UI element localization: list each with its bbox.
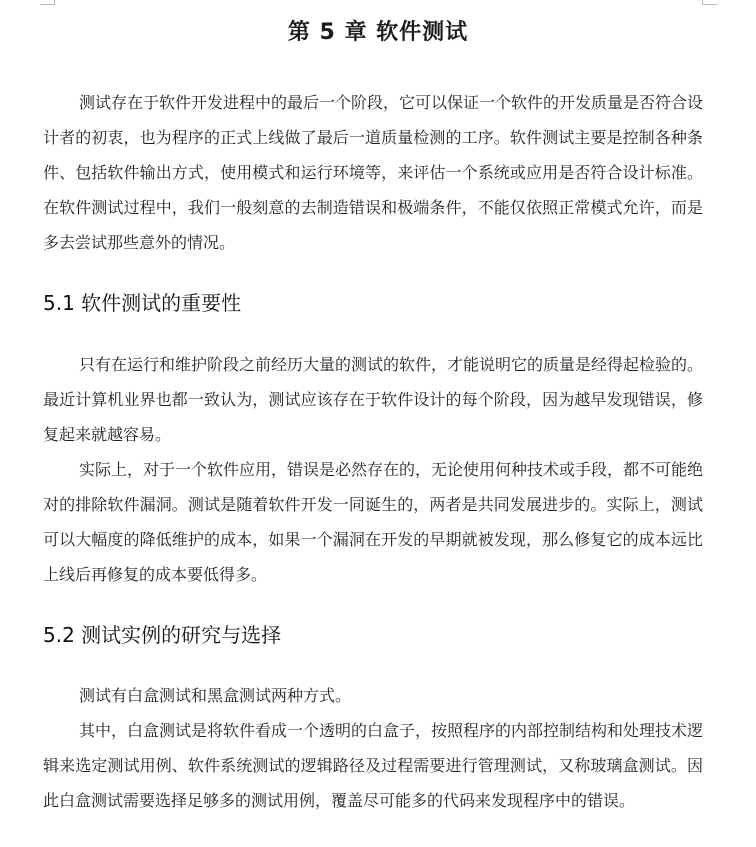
section-5-1-paragraph-1: 只有在运行和维护阶段之前经历大量的测试的软件，才能说明它的质量是经得起检验的。最近计算机业界也都一致认为，测试应该存在于软件设计的每个阶段，因为越早发现错误，修复起来就越容易。	[43, 355, 704, 444]
page-corner-mark-right	[702, 0, 717, 5]
section-heading-5-2: 5.2 测试实例的研究与选择	[43, 623, 282, 647]
section-5-1-paragraph-2: 实际上，对于一个软件应用，错误是必然存在的，无论使用何种技术或手段，都不可能绝对的排除软件漏洞。测试是随着软件开发一同诞生的，两者是共同发展进步的。实际上，测试可以大幅度的降低维护的成本，如果一个漏洞在开发的早期就被发现，那么修复它的成本远比上线后再修复的成本要低得多。	[43, 460, 704, 584]
section-5-2-paragraph-2: 其中，白盒测试是将软件看成一个透明的白盒子，按照程序的内部控制结构和处理技术逻辑来选定测试用例、软件系统测试的逻辑路径及过程需要进行管理测试，又称玻璃盒测试。因此白盒测试需要选择足够多的测试用例，覆盖尽可能多的代码来发现程序中的错误。	[43, 721, 704, 810]
chapter-title: 第 5 章 软件测试	[287, 20, 469, 45]
page-corner-mark-left	[40, 0, 55, 5]
section-heading-5-1: 5.1 软件测试的重要性	[43, 291, 242, 315]
intro-paragraph: 测试存在于软件开发进程中的最后一个阶段，它可以保证一个软件的开发质量是否符合设计者的初衷，也为程序的正式上线做了最后一道质量检测的工序。软件测试主要是控制各种条件、包括软件输出方式，使用模式和运行环境等，来评估一个系统或应用是否符合设计标准。在软件测试过程中，我们一般刻意的去制造错误和极端条件，不能仅依照正常模式允许，而是多去尝试那些意外的情况。	[43, 93, 704, 252]
section-5-2-paragraph-1: 测试有白盒测试和黑盒测试两种方式。	[79, 686, 352, 705]
